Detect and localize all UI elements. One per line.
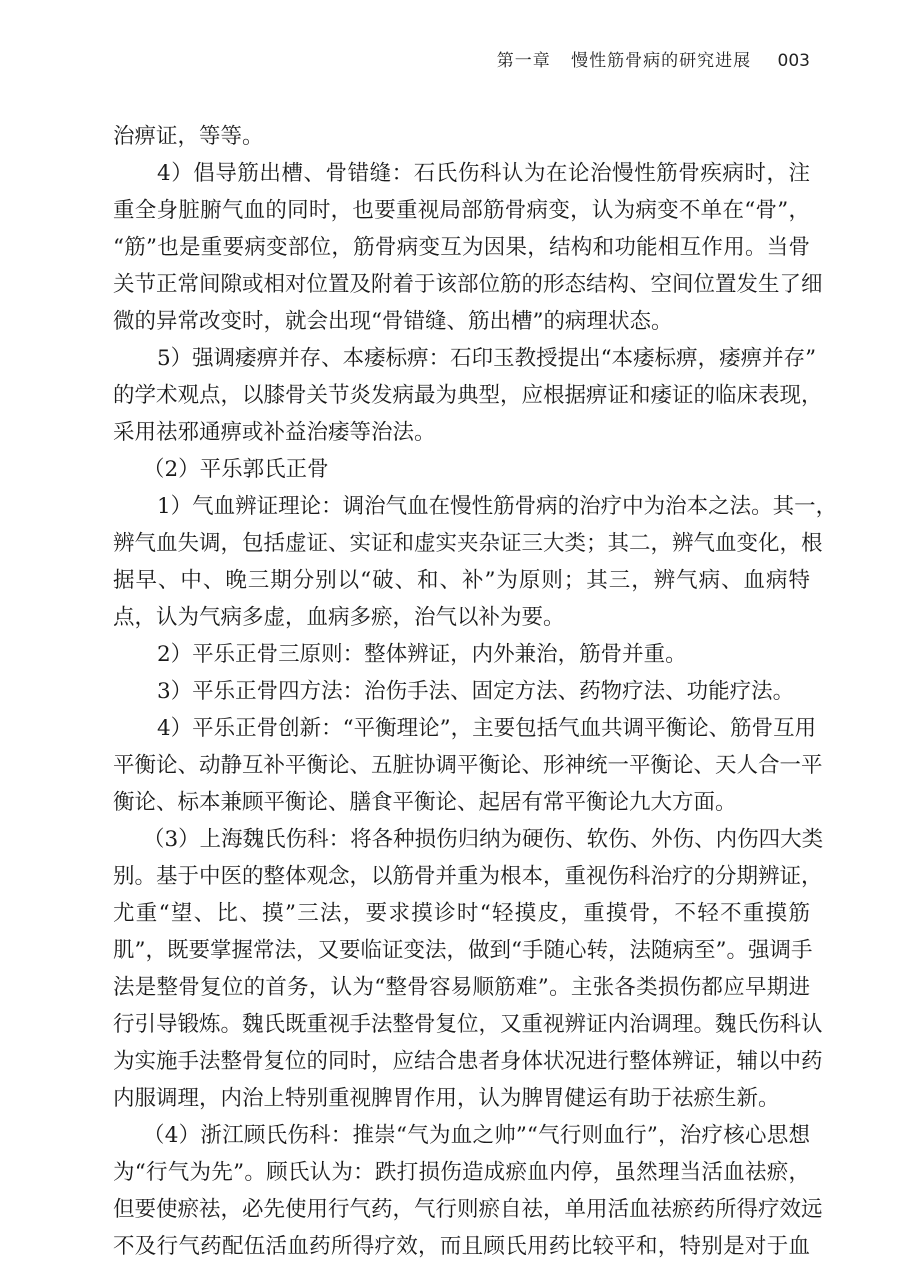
text-line: 法是整骨复位的首务，认为“整骨容易顺筋难”。主张各类损伤都应早期进 [113, 975, 810, 1000]
text-line: 别。基于中医的整体观念，以筋骨并重为根本，重视伤科治疗的分期辨证， [113, 864, 823, 889]
text-line: 平衡论、动静互补平衡论、五脏协调平衡论、形神统一平衡论、天人合一平 [113, 753, 823, 778]
text-line: 1）气血辨证理论：调治气血在慢性筋骨病的治疗中为治本之法。其一， [157, 494, 838, 519]
text-line: 据早、中、晚三期分别以“破、和、补”为原则；其三，辨气病、血病特 [113, 568, 810, 593]
running-header [497, 46, 810, 71]
chapter-title: 慢性筋骨病的研究进展 [571, 51, 752, 71]
text-line: 重全身脏腑气血的同时，也要重视局部筋骨病变，认为病变不单在“骨”， [113, 198, 810, 223]
text-line: 尤重“望、比、摸”三法，要求摸诊时“轻摸皮，重摸骨，不轻不重摸筋 [113, 901, 810, 926]
text-line: 点，认为气病多虚，血病多瘀，治气以补为要。 [113, 605, 565, 630]
text-line: 3）平乐正骨四方法：治伤手法、固定方法、药物疗法、功能疗法。 [157, 679, 795, 704]
text-line: 的学术观点，以膝骨关节炎发病最为典型，应根据痹证和痿证的临床表现， [113, 383, 823, 408]
text-line: 4）倡导筋出槽、骨错缝：石氏伤科认为在论治慢性筋骨疾病时，注 [157, 161, 810, 186]
text-line: 不及行气药配伍活血药所得疗效，而且顾氏用药比较平和，特别是对于血 [113, 1234, 810, 1259]
text-line: 关节正常间隙或相对位置及附着于该部位筋的形态结构、空间位置发生了细 [113, 272, 823, 297]
body-text [113, 118, 838, 1265]
text-line: 衡论、标本兼顾平衡论、膳食平衡论、起居有常平衡论九大方面。 [113, 790, 737, 815]
text-line: 肌”，既要掌握常法，又要临证变法，做到“手随心转，法随病至”。强调手 [113, 938, 813, 963]
text-line: 为“行气为先”。顾氏认为：跌打损伤造成瘀血内停，虽然理当活血祛瘀， [113, 1160, 810, 1185]
text-line: 微的异常改变时，就会出现“骨错缝、筋出槽”的病理状态。 [113, 309, 673, 334]
section-heading: （2）平乐郭氏正骨 [143, 457, 329, 482]
chapter-label: 第一章 [496, 51, 551, 71]
text-line: 行引导锻炼。魏氏既重视手法整骨复位，又重视辨证内治调理。魏氏伤科认 [113, 1012, 823, 1037]
page-number: 003 [777, 51, 810, 71]
text-line: 但要使瘀祛，必先使用行气药，气行则瘀自祛，单用活血祛瘀药所得疗效远 [113, 1197, 823, 1222]
text-line: 治痹证，等等。 [113, 124, 264, 149]
text-line: 内服调理，内治上特别重视脾胃作用，认为脾胃健运有助于祛瘀生新。 [113, 1086, 780, 1111]
text-line: 5）强调痿痹并存、本痿标痹：石印玉教授提出“本痿标痹，痿痹并存” [157, 346, 817, 371]
text-line: （3）上海魏氏伤科：将各种损伤归纳为硬伤、软伤、外伤、内伤四大类 [143, 827, 824, 852]
text-line: 2）平乐正骨三原则：整体辨证，内外兼治，筋骨并重。 [157, 642, 687, 667]
text-line: 4）平乐正骨创新：“平衡理论”，主要包括气血共调平衡论、筋骨互用 [157, 716, 817, 741]
text-line: 辨气血失调，包括虚证、实证和虚实夹杂证三大类；其二，辨气血变化，根 [113, 531, 823, 556]
text-line: “筋”也是重要病变部位，筋骨病变互为因果，结构和功能相互作用。当骨 [113, 235, 810, 260]
text-line: 为实施手法整骨复位的同时，应结合患者身体状况进行整体辨证，辅以中药 [113, 1049, 823, 1074]
text-line: （4）浙江顾氏伤科：推崇“气为血之帅”“气行则血行”，治疗核心思想 [143, 1123, 810, 1148]
text-line: 采用祛邪通痹或补益治痿等治法。 [113, 420, 436, 445]
